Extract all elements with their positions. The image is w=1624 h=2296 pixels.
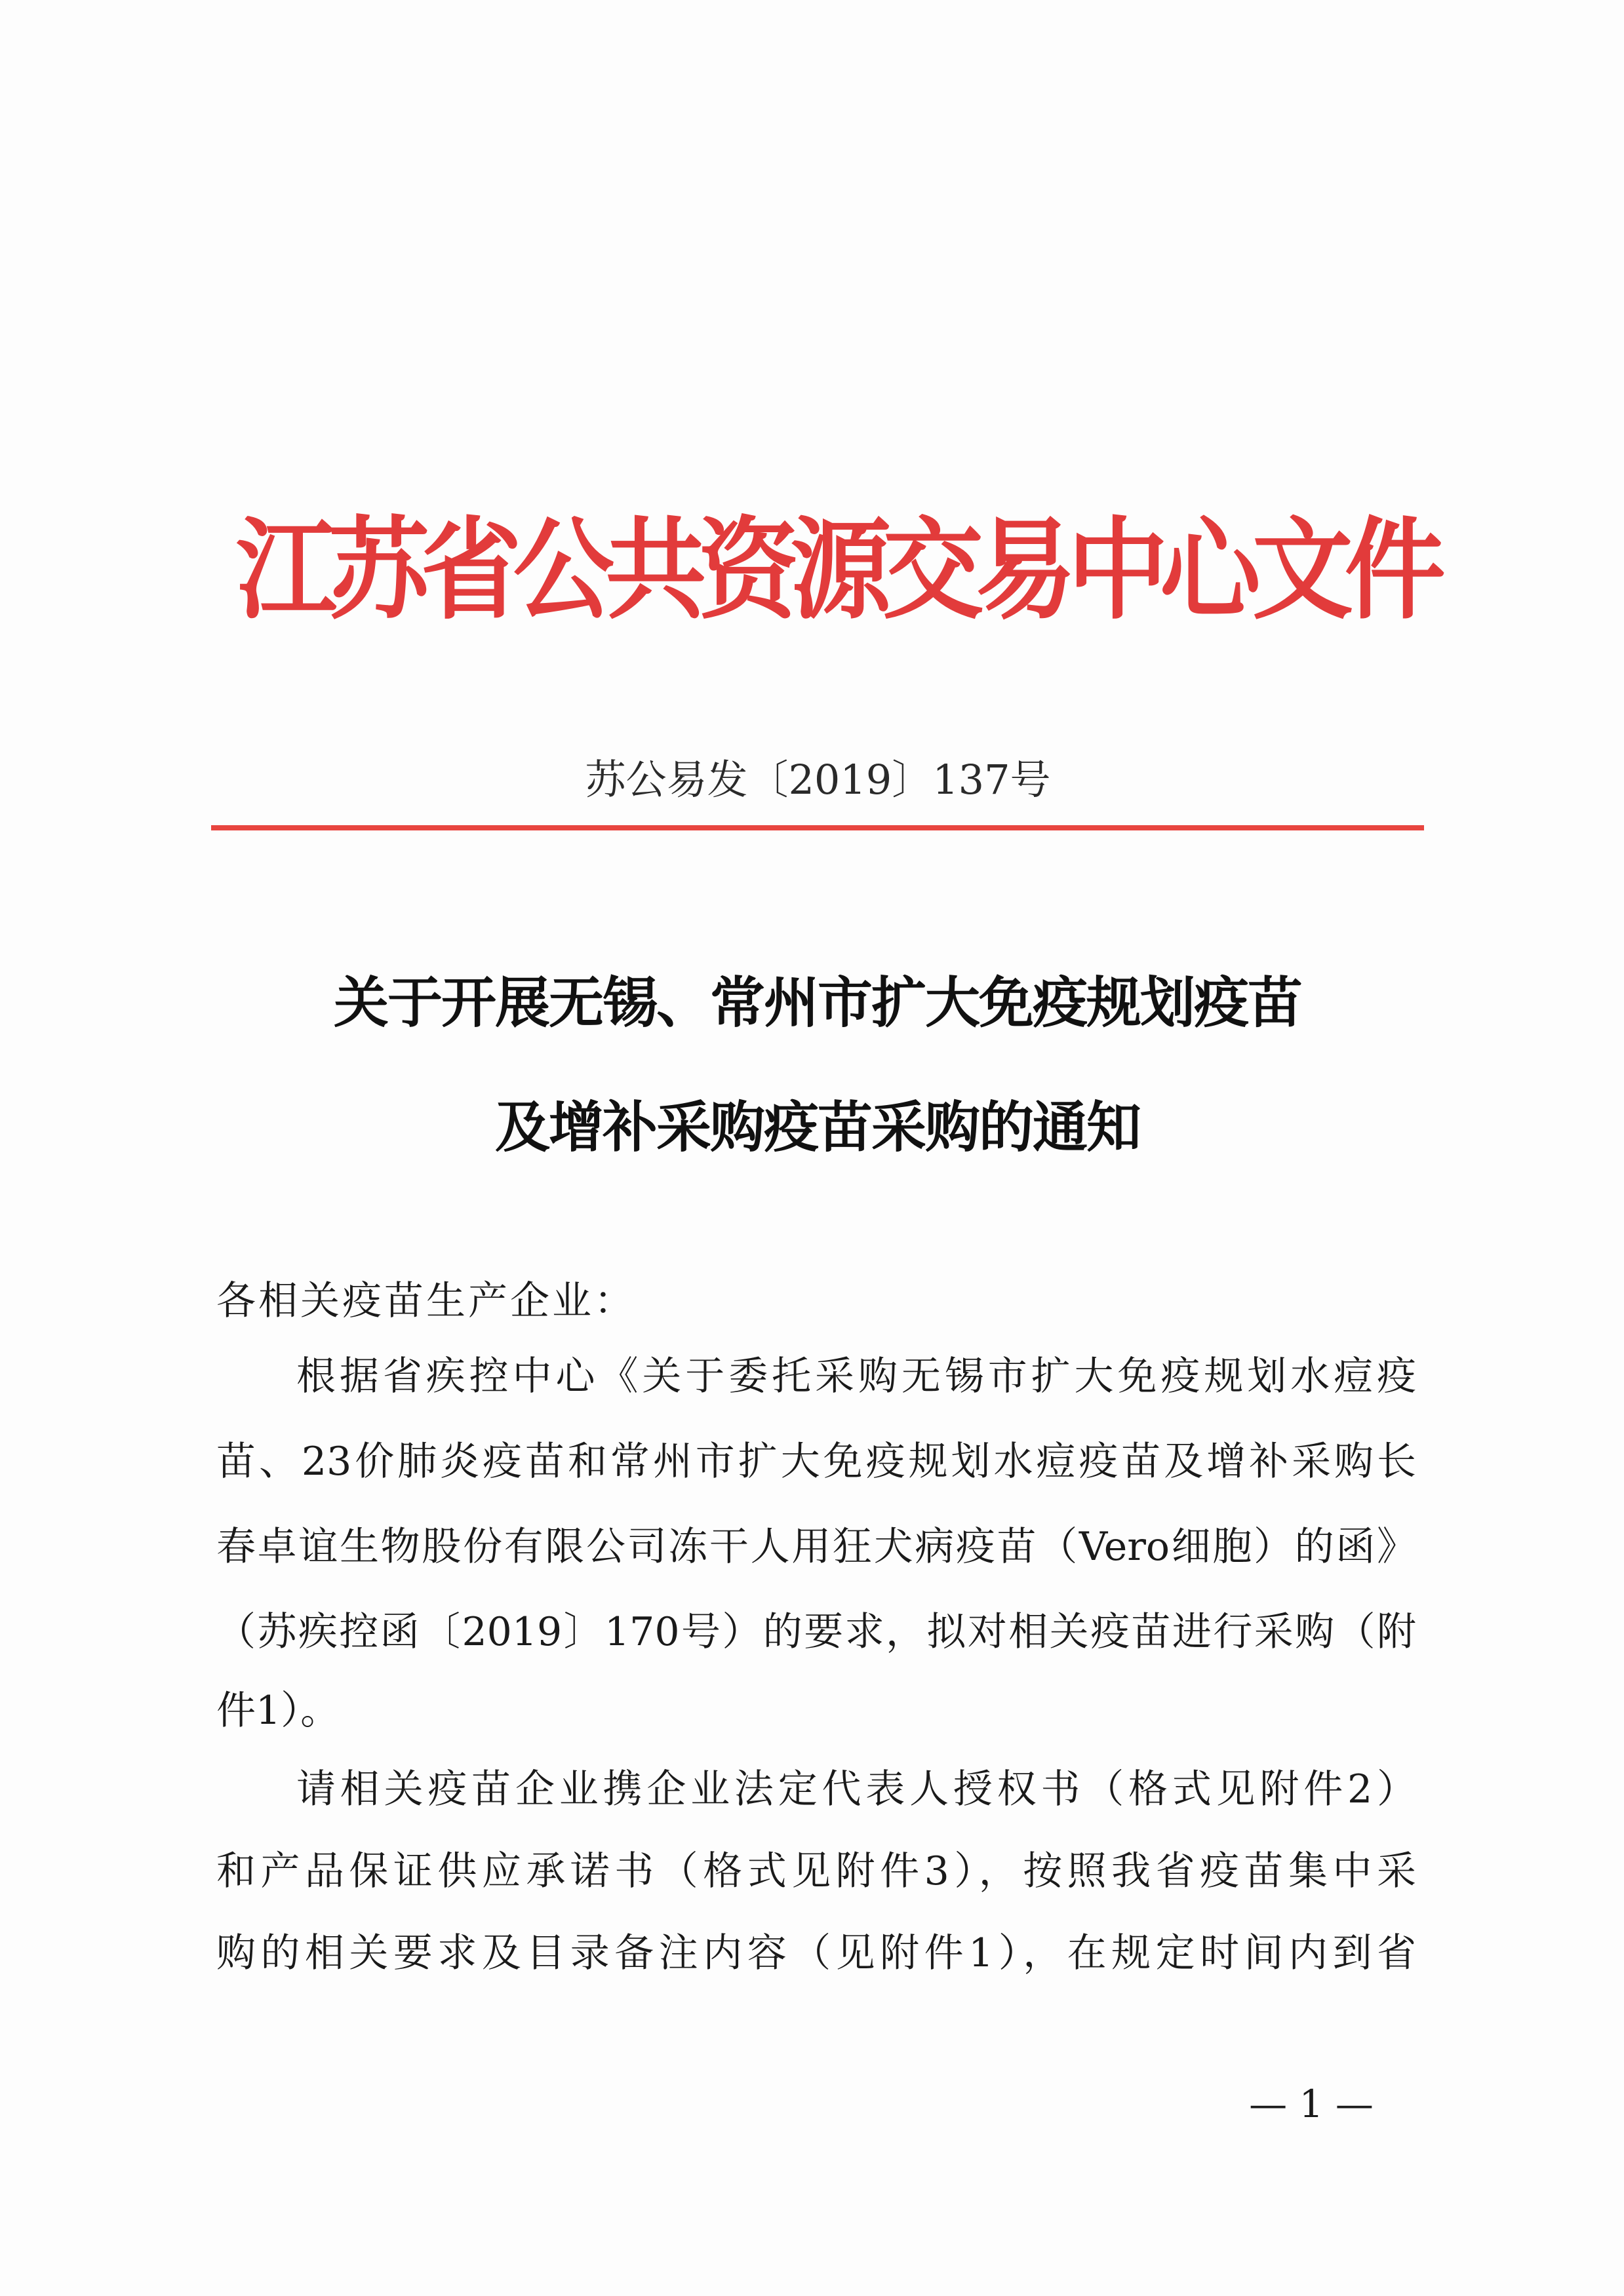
- body-paragraph-line: 根据省疾控中心《关于委托采购无锡市扩大免疫规划水痘疫: [296, 1353, 1416, 1399]
- body-paragraph-line: 请相关疫苗企业携企业法定代表人授权书（格式见附件2）: [296, 1766, 1416, 1812]
- body-paragraph-line: 苗、23价肺炎疫苗和常州市扩大免疫规划水痘疫苗及增补采购长: [216, 1439, 1416, 1485]
- body-paragraph-line: 购的相关要求及目录备注内容（见附件1），在规定时间内到省: [216, 1930, 1416, 1976]
- document-number: 苏公易发〔2019〕137号: [585, 756, 1051, 804]
- salutation: 各相关疫苗生产企业：: [216, 1278, 636, 1324]
- notice-title-line-2: 及增补采购疫苗采购的通知: [494, 1095, 1140, 1159]
- body-paragraph-line: （苏疾控函〔2019〕170号）的要求，拟对相关疫苗进行采购（附: [216, 1609, 1416, 1655]
- body-paragraph-line: 和产品保证供应承诺书（格式见附件3），按照我省疫苗集中采: [216, 1848, 1416, 1894]
- page-number: — 1 —: [1249, 2082, 1374, 2126]
- notice-title-line-1: 关于开展无锡、常州市扩大免疫规划疫苗: [333, 970, 1301, 1035]
- issuer-header-title: 江苏省公共资源交易中心文件: [236, 506, 1437, 634]
- body-paragraph-line: 春卓谊生物股份有限公司冻干人用狂犬病疫苗（Vero细胞）的函》: [216, 1524, 1416, 1570]
- red-divider-line: [211, 825, 1424, 830]
- body-paragraph-line: 件1）。: [216, 1688, 340, 1734]
